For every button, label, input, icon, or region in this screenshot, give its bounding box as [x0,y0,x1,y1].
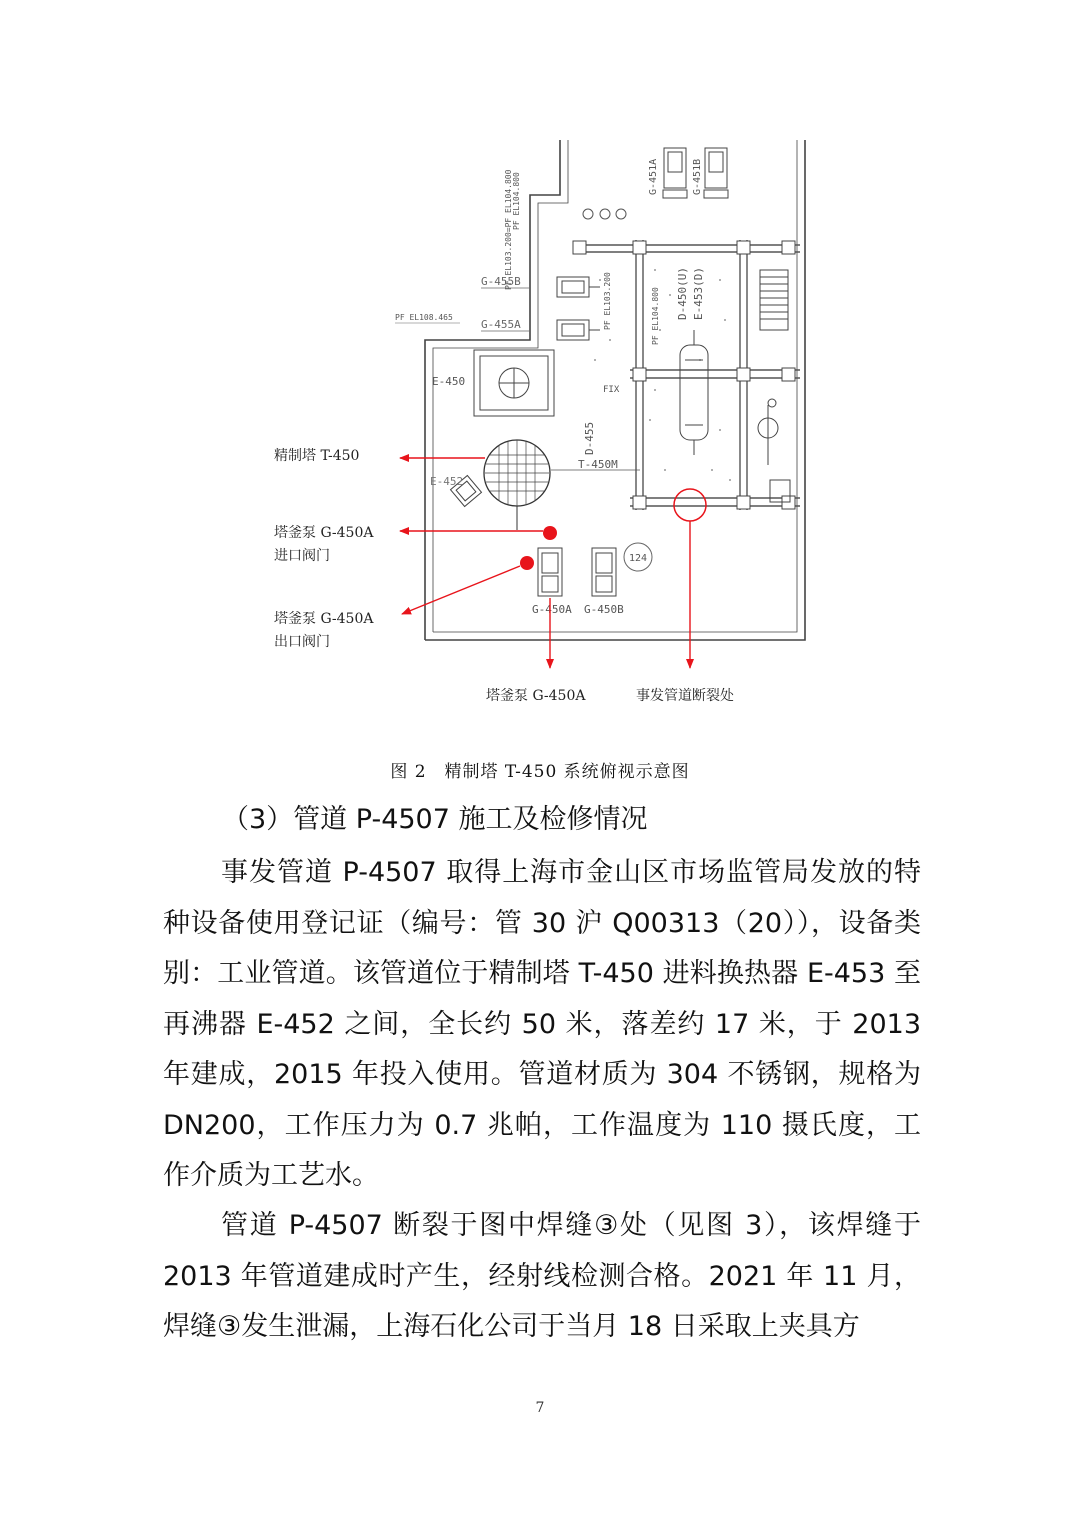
nozzle-circles [583,209,626,219]
plant-layout-drawing [260,130,820,710]
e453-label: E-453(D) [692,267,705,320]
d455-label: D-455 [583,421,596,455]
right-equipment [758,399,778,465]
outlet-valve-marker [520,556,534,570]
g455b-label: G-455B [481,275,521,288]
exchanger-e450 [474,350,554,416]
d450-label: D-450(U) [676,267,689,320]
g450a-label: G-450A [532,603,572,616]
inlet-valve-marker [543,526,557,540]
system-top-view-figure [260,130,820,710]
t450m-label: T-450M [578,458,618,471]
g455a-label: G-455A [481,318,521,331]
pumps-g455 [557,277,600,340]
paragraph-rupture: 管道 P-4507 断裂于图中焊缝③处（见图 3），该焊缝于 2013 年管道建成时产生，经射线检测合格。2021 年 11 月，焊缝③发生泄漏，上海石化公司于当月 18 日采取上夹具方 [163,1210,921,1342]
svg-text:124: 124 [628,553,648,564]
g450b-label: G-450B [584,603,624,616]
e450-label: E-450 [432,375,466,388]
stair [760,270,790,502]
label-inlet-1: 塔釜泵 G-450A [274,525,374,541]
pumps-g450 [538,548,616,596]
figure-caption: 图 2 精制塔 T-450 系统俯视示意图 [390,762,690,782]
pf103-label: PF EL103.200=PF EL104.800 [504,169,513,290]
pf108-label: PF EL108.465 [395,313,453,322]
platform-hatch [594,269,731,481]
label-outlet-2: 出口阀门 [274,634,330,650]
fix-label: FIX [603,385,620,395]
section-heading: （3）管道 P-4507 施工及检修情况 [222,804,648,835]
drum-d450 [680,330,708,455]
tag-124 [624,543,652,571]
label-inlet-2: 进口阀门 [274,548,330,564]
label-rupture: 事发管道断裂处 [636,688,734,704]
pf104-mid-label: PF EL104.800 [651,287,660,345]
paragraph-registration: 事发管道 P-4507 取得上海市金山区市场监管局发放的特种设备使用登记证（编号：管 30 沪 Q00313（20）），设备类别：工业管道。该管道位于精制塔 T-450 进料换热器 E-453 至再沸器 E-452 之间，全长约 50 米，落差约 17 米，于 2013 年建成，2015 年投入使用。管道材质为 304 不锈钢，规格为 DN200，工作压力为 0.7 兆帕，工作温度为 110 摄氏度，工作介质为工艺水。 [163,857,921,1191]
page-number: 7 [535,1400,545,1416]
label-pump-bottom: 塔釜泵 G-450A [486,688,586,704]
label-t450: 精制塔 T-450 [274,448,360,464]
pf104-top-label: PF EL104.800 [512,172,521,230]
e452-label: E-452 [430,475,464,488]
rupture-marker [674,489,706,521]
pf103b-label: PF EL103.200 [603,272,612,330]
g451b-label: G-451B [692,158,703,195]
label-outlet-1: 塔釜泵 G-450A [274,611,374,627]
tower-t450 [484,440,550,530]
g451a-label: G-451A [648,158,659,195]
